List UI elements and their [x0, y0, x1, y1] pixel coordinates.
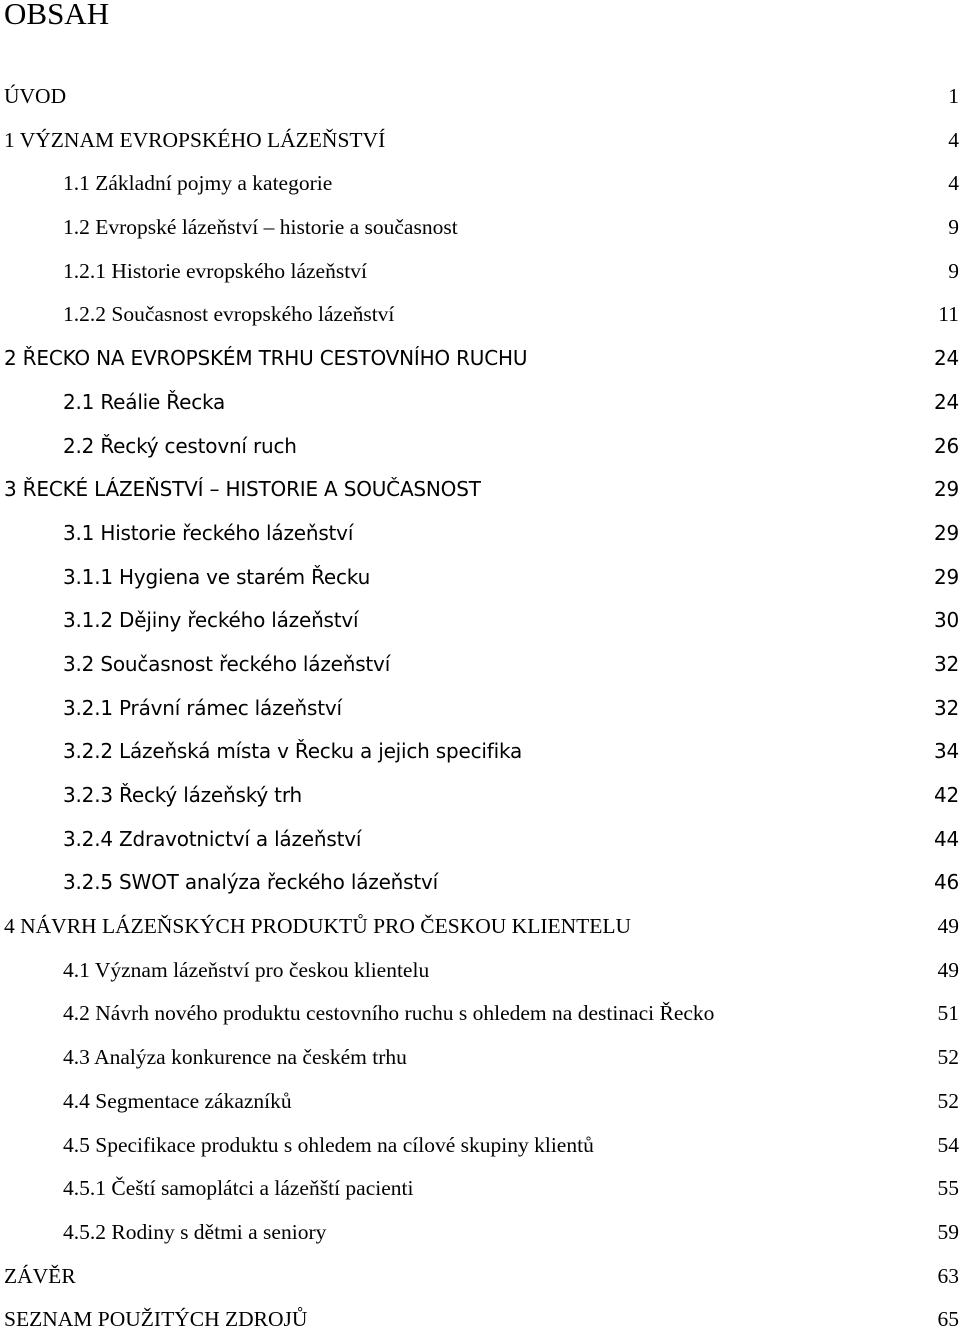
toc-entry-title: 4.5.1 Čeští samoplátci a lázeňští pacienti [63, 1167, 413, 1211]
toc-entry-page-number: 24 [934, 337, 960, 381]
toc-entry[interactable] [0, 992, 960, 1036]
toc-entry-title: 1 VÝZNAM EVROPSKÉHO LÁZEŇSTVÍ [4, 119, 385, 163]
toc-entry-title: 4.1 Význam lázeňství pro českou klientelu [63, 949, 429, 993]
toc-entry[interactable] [0, 1167, 960, 1211]
toc-entry[interactable] [0, 818, 960, 862]
toc-entry-page-number: 46 [934, 861, 960, 905]
toc-entry-title: 1.1 Základní pojmy a kategorie [63, 162, 332, 206]
toc-entry-page-number: 4 [948, 162, 960, 206]
dot-leader [595, 1130, 937, 1152]
toc-entry-page-number: 51 [938, 992, 960, 1036]
dot-leader [715, 999, 936, 1021]
toc-entry-title: 3.1.1 Hygiena ve starém Řecku [63, 556, 370, 600]
toc-entry-page-number: 26 [934, 425, 960, 469]
dot-leader [226, 387, 933, 409]
dot-leader [308, 1305, 936, 1327]
toc-entry-title: 3.2.5 SWOT analýza řeckého lázeňství [63, 861, 438, 905]
toc-entry[interactable] [0, 250, 960, 294]
dot-leader [362, 824, 933, 846]
toc-entry-page-number: 11 [938, 293, 960, 337]
dot-leader [298, 431, 933, 453]
dot-leader [368, 256, 947, 278]
dot-leader [327, 1217, 936, 1239]
toc-entry-title: 3.2.4 Zdravotnictví a lázeňství [63, 818, 361, 862]
toc-entry-page-number: 63 [938, 1255, 960, 1299]
toc-entry[interactable] [0, 1036, 960, 1080]
dot-leader [391, 649, 933, 671]
toc-entry[interactable] [0, 75, 960, 119]
toc-entry-page-number: 24 [934, 381, 960, 425]
toc-entry[interactable] [0, 905, 960, 949]
toc-entry[interactable] [0, 337, 960, 381]
dot-leader [482, 475, 933, 497]
toc-entry-title: 3.1.2 Dějiny řeckého lázeňství [63, 599, 358, 643]
toc-entry-title: 2.2 Řecký cestovní ruch [63, 425, 297, 469]
toc-entry-title: 4.3 Analýza konkurence na českém trhu [63, 1036, 407, 1080]
dot-leader [67, 82, 947, 104]
toc-entry-title: 3.1 Historie řeckého lázeňství [63, 512, 353, 556]
toc-entry[interactable] [0, 381, 960, 425]
toc-entry-title: 3.2.1 Právní rámec lázeňství [63, 687, 342, 731]
toc-entry-title: 1.2.1 Historie evropského lázeňství [63, 250, 367, 294]
toc-entry-page-number: 49 [938, 949, 960, 993]
page-title: OBSAH [4, 0, 109, 34]
toc-entry-page-number: 4 [948, 119, 960, 163]
toc-entry[interactable] [0, 687, 960, 731]
dot-leader [439, 868, 933, 890]
dot-leader [333, 169, 947, 191]
toc-entry-page-number: 49 [938, 905, 960, 949]
toc-entry[interactable] [0, 425, 960, 469]
dot-leader [459, 213, 948, 235]
toc-entry[interactable] [0, 556, 960, 600]
toc-entry-title: ZÁVĚR [4, 1255, 76, 1299]
toc-entry-page-number: 54 [938, 1124, 960, 1168]
toc-entry-title: ÚVOD [4, 75, 66, 119]
toc-entry-page-number: 44 [934, 818, 960, 862]
dot-leader [343, 693, 933, 715]
toc-entry[interactable] [0, 599, 960, 643]
dot-leader [523, 737, 933, 759]
toc-entry-page-number: 9 [948, 206, 960, 250]
toc-entry-title: 4.2 Návrh nového produktu cestovního ruchu s ohledem na destinaci Řecko [63, 992, 714, 1036]
toc-entry-title: 3.2.3 Řecký lázeňský trh [63, 774, 302, 818]
toc-entry[interactable] [0, 1080, 960, 1124]
toc-entry[interactable] [0, 162, 960, 206]
toc-entry[interactable] [0, 206, 960, 250]
toc-entry[interactable] [0, 1298, 960, 1342]
toc-entry-page-number: 9 [948, 250, 960, 294]
toc-entry-title: 3 ŘECKÉ LÁZEŇSTVÍ – HISTORIE A SOUČASNOST [4, 468, 481, 512]
toc-entry[interactable] [0, 643, 960, 687]
toc-entry[interactable] [0, 861, 960, 905]
toc-entry-page-number: 32 [934, 687, 960, 731]
dot-leader [408, 1043, 937, 1065]
toc-entry-page-number: 30 [934, 599, 960, 643]
toc-entry[interactable] [0, 774, 960, 818]
dot-leader [528, 344, 933, 366]
toc-entry-title: 2 ŘECKO NA EVROPSKÉM TRHU CESTOVNÍHO RUCHU [4, 337, 527, 381]
toc-entry-page-number: 29 [934, 512, 960, 556]
toc-entry[interactable] [0, 949, 960, 993]
toc-entry-title: 3.2 Současnost řeckého lázeňství [63, 643, 390, 687]
toc-entry-page-number: 29 [934, 556, 960, 600]
dot-leader [430, 955, 936, 977]
dot-leader [359, 606, 933, 628]
toc-entry-page-number: 1 [948, 75, 960, 119]
toc-entry[interactable] [0, 119, 960, 163]
toc-entry-page-number: 52 [938, 1080, 960, 1124]
dot-leader [371, 562, 933, 584]
toc-entry[interactable] [0, 730, 960, 774]
toc-entry[interactable] [0, 1124, 960, 1168]
toc-entry-title: 1.2.2 Současnost evropského lázeňství [63, 293, 394, 337]
toc-entry-page-number: 29 [934, 468, 960, 512]
dot-leader [632, 912, 936, 934]
toc-entry-title: 4.4 Segmentace zákazníků [63, 1080, 292, 1124]
dot-leader [77, 1261, 937, 1283]
toc-entry-title: 4.5.2 Rodiny s dětmi a seniory [63, 1211, 326, 1255]
dot-leader [303, 781, 933, 803]
toc-entry-page-number: 65 [938, 1298, 960, 1342]
dot-leader [293, 1086, 937, 1108]
dot-leader [354, 518, 933, 540]
dot-leader [395, 300, 937, 322]
toc-entry[interactable] [0, 1255, 960, 1299]
table-of-contents [0, 75, 960, 1342]
toc-entry-title: 2.1 Reálie Řecka [63, 381, 225, 425]
toc-entry-title: 4.5 Specifikace produktu s ohledem na cílové skupiny klientů [63, 1124, 594, 1168]
toc-entry-title: 3.2.2 Lázeňská místa v Řecku a jejich specifika [63, 730, 522, 774]
toc-entry[interactable] [0, 512, 960, 556]
toc-entry-page-number: 59 [938, 1211, 960, 1255]
toc-entry-title: 1.2 Evropské lázeňství – historie a současnost [63, 206, 458, 250]
toc-entry-title: SEZNAM POUŽITÝCH ZDROJŮ [4, 1298, 307, 1342]
toc-entry-page-number: 34 [934, 730, 960, 774]
toc-entry-page-number: 32 [934, 643, 960, 687]
dot-leader [386, 125, 947, 147]
dot-leader [414, 1174, 936, 1196]
toc-entry[interactable] [0, 1211, 960, 1255]
toc-entry-page-number: 42 [934, 774, 960, 818]
toc-entry-page-number: 55 [938, 1167, 960, 1211]
toc-entry-page-number: 52 [938, 1036, 960, 1080]
toc-entry[interactable] [0, 468, 960, 512]
toc-entry[interactable] [0, 293, 960, 337]
toc-entry-title: 4 NÁVRH LÁZEŇSKÝCH PRODUKTŮ PRO ČESKOU KLIENTELU [4, 905, 631, 949]
